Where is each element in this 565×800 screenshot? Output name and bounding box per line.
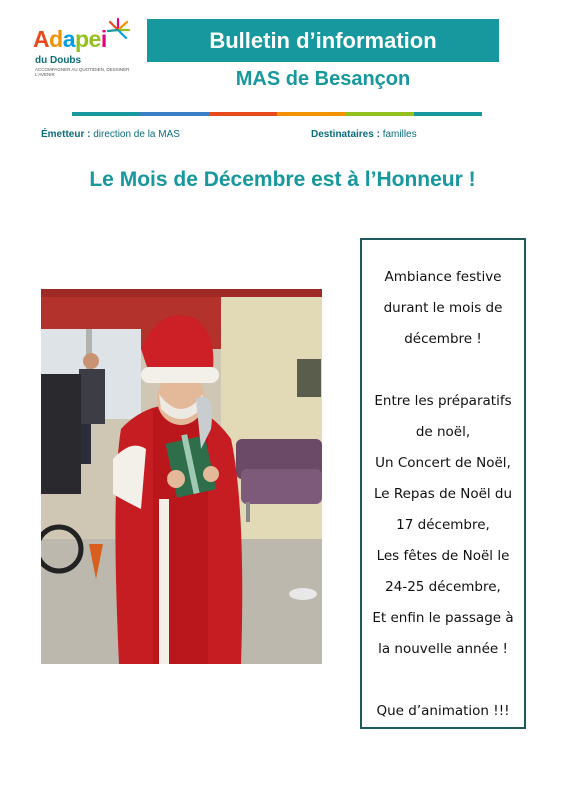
adapei-logo [33, 17, 133, 77]
text-line: Un Concert de Noël, [375, 455, 511, 471]
text-line: durant le mois de [383, 300, 503, 316]
bulletin-banner: Bulletin d’information [147, 19, 499, 62]
headline: Le Mois de Décembre est à l’Honneur ! [89, 168, 476, 191]
logo-tagline: ACCOMPAGNER AU QUOTIDIEN, DESSINER L'AVENIR [35, 67, 130, 77]
text-line: 24-25 décembre, [385, 579, 501, 595]
text-line: de noël, [415, 424, 471, 440]
closing-paragraph [362, 696, 524, 727]
logo-wordmark: Adapei [33, 26, 107, 52]
text-line: Le Repas de Noël du [373, 486, 513, 502]
stripe-segment [72, 112, 140, 116]
recipients-line [311, 129, 417, 140]
text-line: Que d’animation !!! [376, 703, 510, 719]
sender-label: Émetteur : [41, 129, 91, 140]
text-line: 17 décembre, [396, 517, 490, 533]
sender-line [41, 129, 180, 140]
burst-icon [105, 17, 131, 43]
text-line: Ambiance festive [384, 269, 502, 285]
logo-subtitle: du Doubs [35, 55, 82, 66]
text-line: la nouvelle année ! [378, 641, 508, 657]
intro-paragraph [362, 262, 524, 355]
stripe-segment [209, 112, 277, 116]
text-line: décembre ! [404, 331, 482, 347]
christmas-photo [41, 289, 322, 664]
recipients-label: Destinataires : [311, 129, 380, 140]
stripe-segment [345, 112, 413, 116]
text-line: Les fêtes de Noël le [376, 548, 510, 564]
recipients-value: familles [382, 129, 417, 140]
page-subtitle: MAS de Besançon [235, 68, 411, 90]
text-line: Et enfin le passage à [372, 610, 514, 626]
text-line: Entre les préparatifs [374, 393, 512, 409]
event-text-box [360, 238, 526, 729]
sender-value: direction de la MAS [93, 129, 180, 140]
events-paragraph [362, 386, 524, 665]
stripe-segment [140, 112, 208, 116]
color-stripe-divider [72, 112, 482, 116]
stripe-segment [277, 112, 345, 116]
stripe-segment [414, 112, 482, 116]
